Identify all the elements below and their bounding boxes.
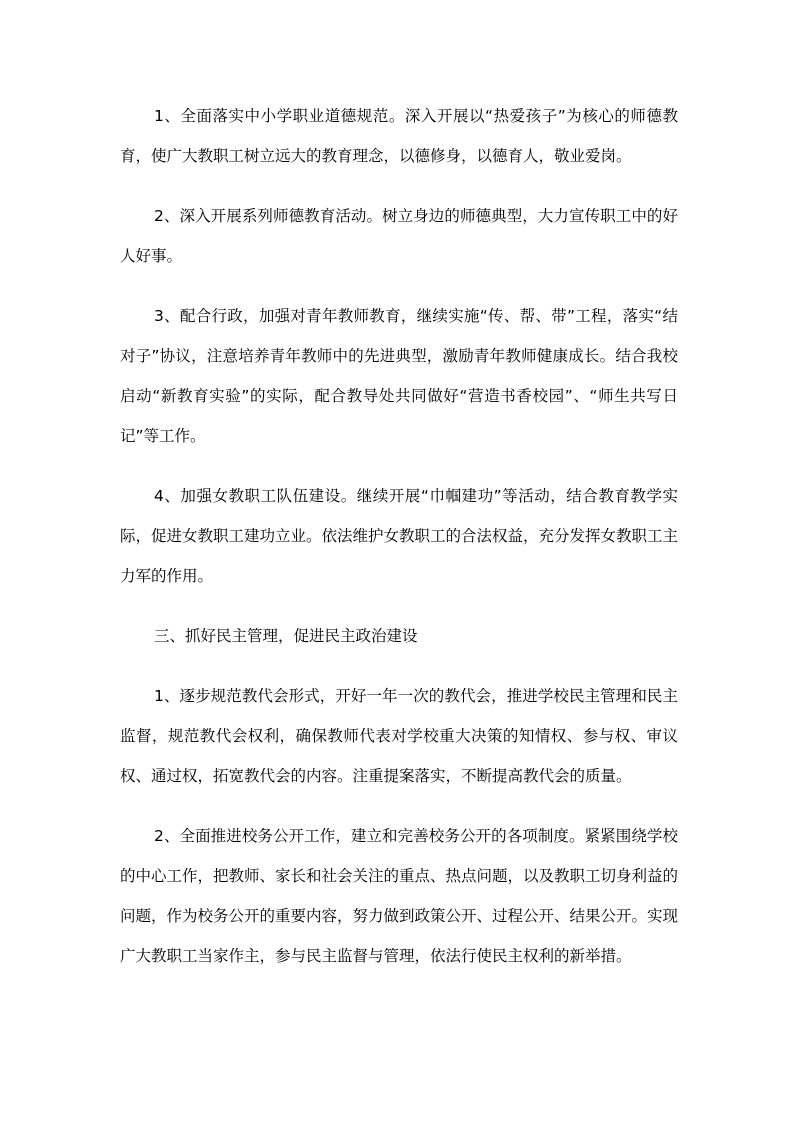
paragraph-female-staff: 4、加强女教职工队伍建设。继续开展“巾帼建功”等活动，结合教育教学实际，促进女教职工建功立业。依法维护女教职工的合法权益，充分发挥女教职工主力军的作用。 [120, 487, 679, 585]
paragraph-ethics-activities: 2、深入开展系列师德教育活动。树立身边的师德典型，大力宣传职工中的好人好事。 [120, 207, 678, 265]
paragraph-school-affairs-openness: 2、全面推进校务公开工作，建立和完善校务公开的各项制度。紧紧围绕学校的中心工作，把教师、家长和社会关注的重点、热点问题，以及教职工切身利益的问题，作为校务公开的重要内容，努力做到政策公开、过程公开、结果公开。实现广大教职工当家作主，参与民主监督与管理，依法行使民主权利的新举措。 [120, 827, 679, 965]
paragraph-teacher-ethics-norms: 1、全面落实中小学职业道德规范。深入开展以“热爱孩子”为核心的师德教育，使广大教职工树立远大的教育理念，以德修身，以德育人，敬业爱岗。 [120, 107, 678, 165]
section-heading-democratic-management: 三、抓好民主管理，促进民主政治建设 [154, 627, 418, 645]
paragraph-staff-congress: 1、逐步规范教代会形式，开好一年一次的教代会，推进学校民主管理和民主监督，规范教代会权利，确保教师代表对学校重大决策的知情权、参与权、审议权、通过权，拓宽教代会的内容。注重提案落实，不断提高教代会的质量。 [120, 687, 678, 785]
paragraph-young-teachers: 3、配合行政，加强对青年教师教育，继续实施“传、帮、带”工程，落实“结对子”协议，注意培养青年教师中的先进典型，激励青年教师健康成长。结合我校启动“新教育实验”的实际，配合教导处共同做好“营造书香校园”、“师生共写日记”等工作。 [120, 307, 678, 445]
document-page [120, 96, 678, 996]
